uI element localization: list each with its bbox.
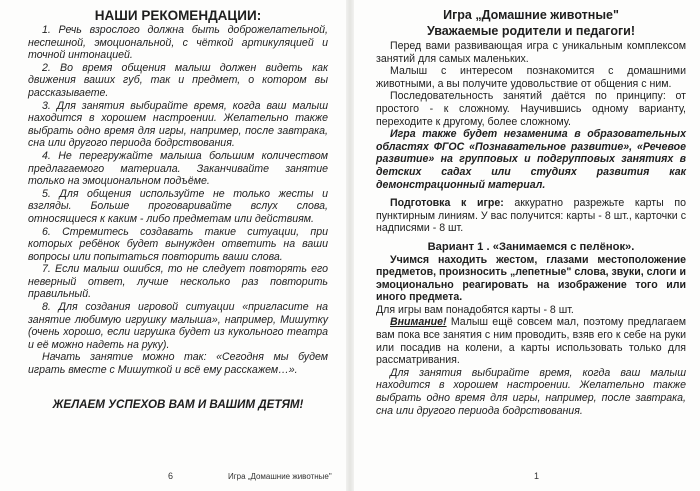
right-page-number: 1 — [534, 471, 540, 481]
recommendation-item: 3. Для занятия выбирайте время, когда ваш малыш находится в хорошем настроении. Желательно также выбрать одно время для игры, например, после завтрака, сна или другого периода бодрствования. — [28, 99, 328, 150]
left-page-number: 6 — [168, 471, 174, 481]
intro-paragraph: Малыш с интересом познакомится с домашними животными, а вы получите удовольствие от общения с ним. — [376, 65, 686, 90]
recommendation-item: 1. Речь взрослого должна быть доброжелательной, неспешной, эмоциональной, с чёткой артикуляцией и точной интонацией. — [28, 24, 328, 62]
variant-text: Учимся находить жестом, глазами местоположение предметов, произносить „лепетные" слова, звуки, слоги и эмоционально реагировать на изображение того или иного предмета. — [376, 253, 686, 304]
attention-text: Малыш ещё совсем мал, поэтому предлагаем вам пока все занятия с ним проводить, взяв его к себе на руки или посадив на колени, а карты использовать только для рассматривания. — [376, 316, 686, 367]
intro-paragraph: Перед вами развивающая игра с уникальным комплексом занятий для самых маленьких. — [376, 40, 686, 65]
greeting: Уважаемые родители и педагоги! — [426, 24, 636, 38]
attention-paragraph — [376, 316, 686, 366]
cards-text: Для игры вам понадобятся карты - 8 шт. — [376, 303, 574, 316]
recommendation-item: 2. Во время общения малыш должен видеть как движения ваших губ, так и предмет, о котором вы рассказываете. — [28, 61, 328, 99]
attention-label: Внимание! — [390, 316, 447, 329]
preparation-text: аккуратно разрежьте карты по пунктирным линиям. У вас получится: карты - 8 шт., карточки с надписями - 8 шт. — [376, 197, 686, 235]
preparation-paragraph — [376, 197, 686, 235]
variant-title: Вариант 1 . «Занимаемся с пелёнок». — [427, 240, 635, 253]
game-title: Игра „Домашние животные" — [443, 8, 619, 22]
intro-paragraph: Последовательность занятий даётся по принципу: от простого - к сложному. Научившись одному варианту, переходите к другому, более сложному. — [376, 90, 686, 128]
fgos-paragraph: Игра также будет незаменима в образовательных областях ФГОС «Познавательное развитие», «Речевое развитие» на групповых и подгрупповых занятиях в детских садах или студиях развития как демонстрационный материал. — [376, 128, 686, 191]
right-page — [354, 0, 700, 491]
recommendation-item: 6. Стремитесь создавать такие ситуации, при которых ребёнок будет вынужден ответить на ваши вопросы или попытаться повторить ваши слова. — [28, 225, 328, 263]
preparation-label: Подготовка к игре: — [390, 197, 504, 210]
recommendation-item: Начать занятие можно так: «Сегодня мы будем играть вместе с Мишуткой и всё ему расскажем…». — [28, 351, 328, 377]
recommendation-item: 4. Не перегружайте малыша большим количеством предлагаемого материала. Заканчивайте занятие только на эмоциональном подъёме. — [28, 149, 328, 188]
wish-text: ЖЕЛАЕМ УСПЕХОВ ВАМ И ВАШИМ ДЕТЯМ! — [52, 397, 304, 411]
recommendation-item: 8. Для создания игровой ситуации «пригласите на занятие любимую игрушку малыша», например, Мишутку (очень хорошо, если игрушка будет из кукольного театра и её можно надеть на руку). — [28, 301, 328, 351]
left-footer-title: Игра „Домашние животные" — [228, 472, 332, 481]
recommendation-item: 7. Если малыш ошибся, то не следует повторять его неверный ответ, лучше несколько раз повторить правильный. — [28, 263, 328, 301]
book-gutter — [346, 0, 354, 491]
last-paragraph: Для занятия выбирайте время, когда ваш малыш находится в хорошем настроении. Желательно также выбрать одно время для игры, например, после завтрака, сна или другого периода бодрствования. — [376, 366, 686, 417]
recommendation-item: 5. Для общения используйте не только жесты и взгляды. Больше проговаривайте вслух слова, относящиеся к каким - либо предметам или действиям. — [28, 187, 328, 225]
left-page — [0, 0, 346, 491]
recommendations-title: НАШИ РЕКОМЕНДАЦИИ: — [94, 8, 262, 23]
